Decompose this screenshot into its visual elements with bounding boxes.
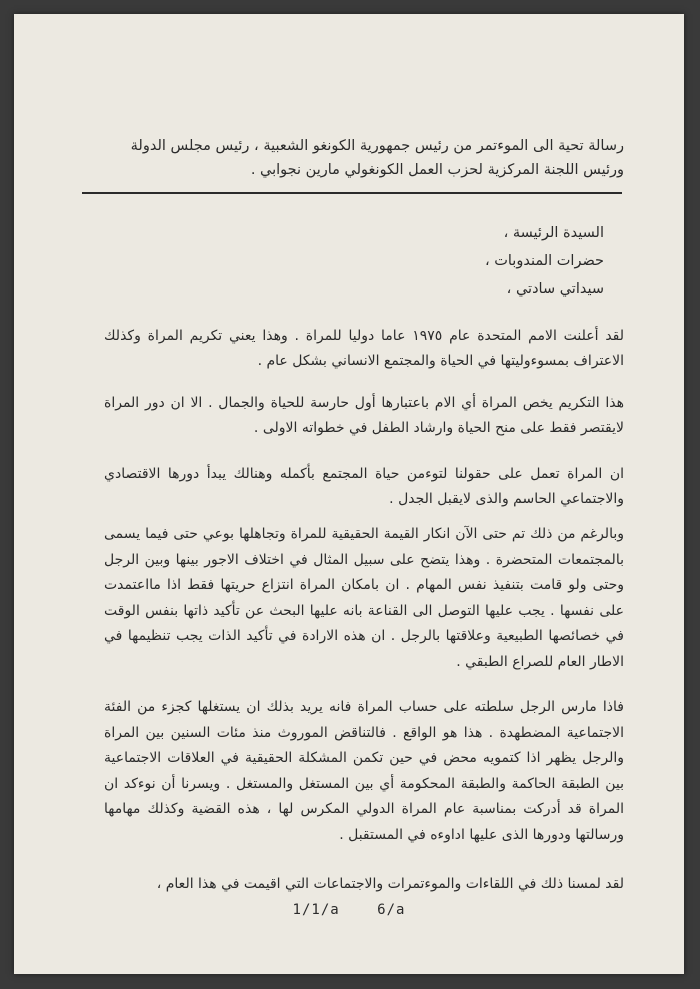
paragraph-5: فاذا مارس الرجل سلطته على حساب المراة فانه يريد بذلك ان يستغلها كجزء من الفئة الاجتماعية المضطهدة . هذا هو الواقع . فالتناقض الموروث منذ مئات السنين بين المراة والرجل يظهر اذا كتمويه محض في حين تكمن المشكلة الحقيقية في العلاقات الاجتماعية بين الطبقة الحاكمة والطبقة المحكومة أي بين المستغل والمستغل . ويسرنا أن نوءكد ان المراة قد أدركت بمناسبة عام المراة الدولي المكرس لها ، هذه القضية وكذلك مهامها ورسالتها ودورها الذى عليها اداوءه في المستقبل . bbox=[104, 699, 624, 843]
heading-line-1: رسالة تحية الى الموءتمر من رئيس جمهورية الكونغو الشعبية ، رئيس مجلس الدولة bbox=[130, 138, 624, 154]
heading-divider bbox=[82, 192, 622, 194]
salutation-line: سيداتي سادتي ، bbox=[506, 281, 604, 297]
salutation-line: حضرات المندوبات ، bbox=[484, 253, 604, 269]
paragraph-4: وبالرغم من ذلك تم حتى الآن انكار القيمة الحقيقية للمراة وتجاهلها بوعي حتى فيما يسمى بالمجتمعات المتحضرة . وهذا يتضح على سبيل المثال في اختلاف الاجور بينها وبين الرجل وحتى ولو قامت بتنفيذ نفس المهام . ان بامكان المراة انتزاع حريتها فقط اذا مااعتمدت على نفسها . يجب عليها التوصل الى القناعة بانه عليها البحث عن تأكيد ذاتها بنفس الوقت في خصائصها الطبيعية وعلاقتها بالرجل . ان هذه الارادة في تأكيد الذات يجب تنظيمها في الاطار العام للصراع الطبقي . bbox=[104, 526, 624, 670]
paragraph-6: لقد لمسنا ذلك في اللقاءات والموءتمرات والاجتماعات التي اقيمت في هذا العام ، bbox=[156, 876, 624, 892]
salutation-line: السيدة الرئيسة ، bbox=[503, 225, 604, 241]
heading-line-2: ورئيس اللجنة المركزية لحزب العمل الكونغولي مارين نجوابي . bbox=[250, 162, 624, 178]
reference-code-2: 6/a bbox=[377, 902, 406, 918]
paragraph-3: ان المراة تعمل على حقولنا لتوءمن حياة المجتمع بأكمله وهنالك يبدأ دورها الاقتصادي والاجتماعي الحاسم والذى لايقبل الجدل . bbox=[104, 466, 624, 507]
document-page bbox=[14, 14, 684, 974]
paragraph-1: لقد أعلنت الامم المتحدة عام ١٩٧٥ عاما دوليا للمراة . وهذا يعني تكريم المراة وكذلك الاعتراف بمسوءوليتها في الحياة والمجتمع الانساني بشكل عام . bbox=[104, 328, 625, 369]
paragraph-2: هذا التكريم يخص المراة أي الام باعتبارها أول حارسة للحياة والجمال . الا ان دور المراة لايقتصر فقط على منح الحياة وارشاد الطفل في خطواته الاولى . bbox=[104, 395, 624, 436]
salutation-block bbox=[485, 219, 604, 303]
letter-heading bbox=[104, 134, 624, 182]
reference-code-1: 1/1/a bbox=[292, 902, 340, 918]
page-reference bbox=[14, 902, 684, 918]
